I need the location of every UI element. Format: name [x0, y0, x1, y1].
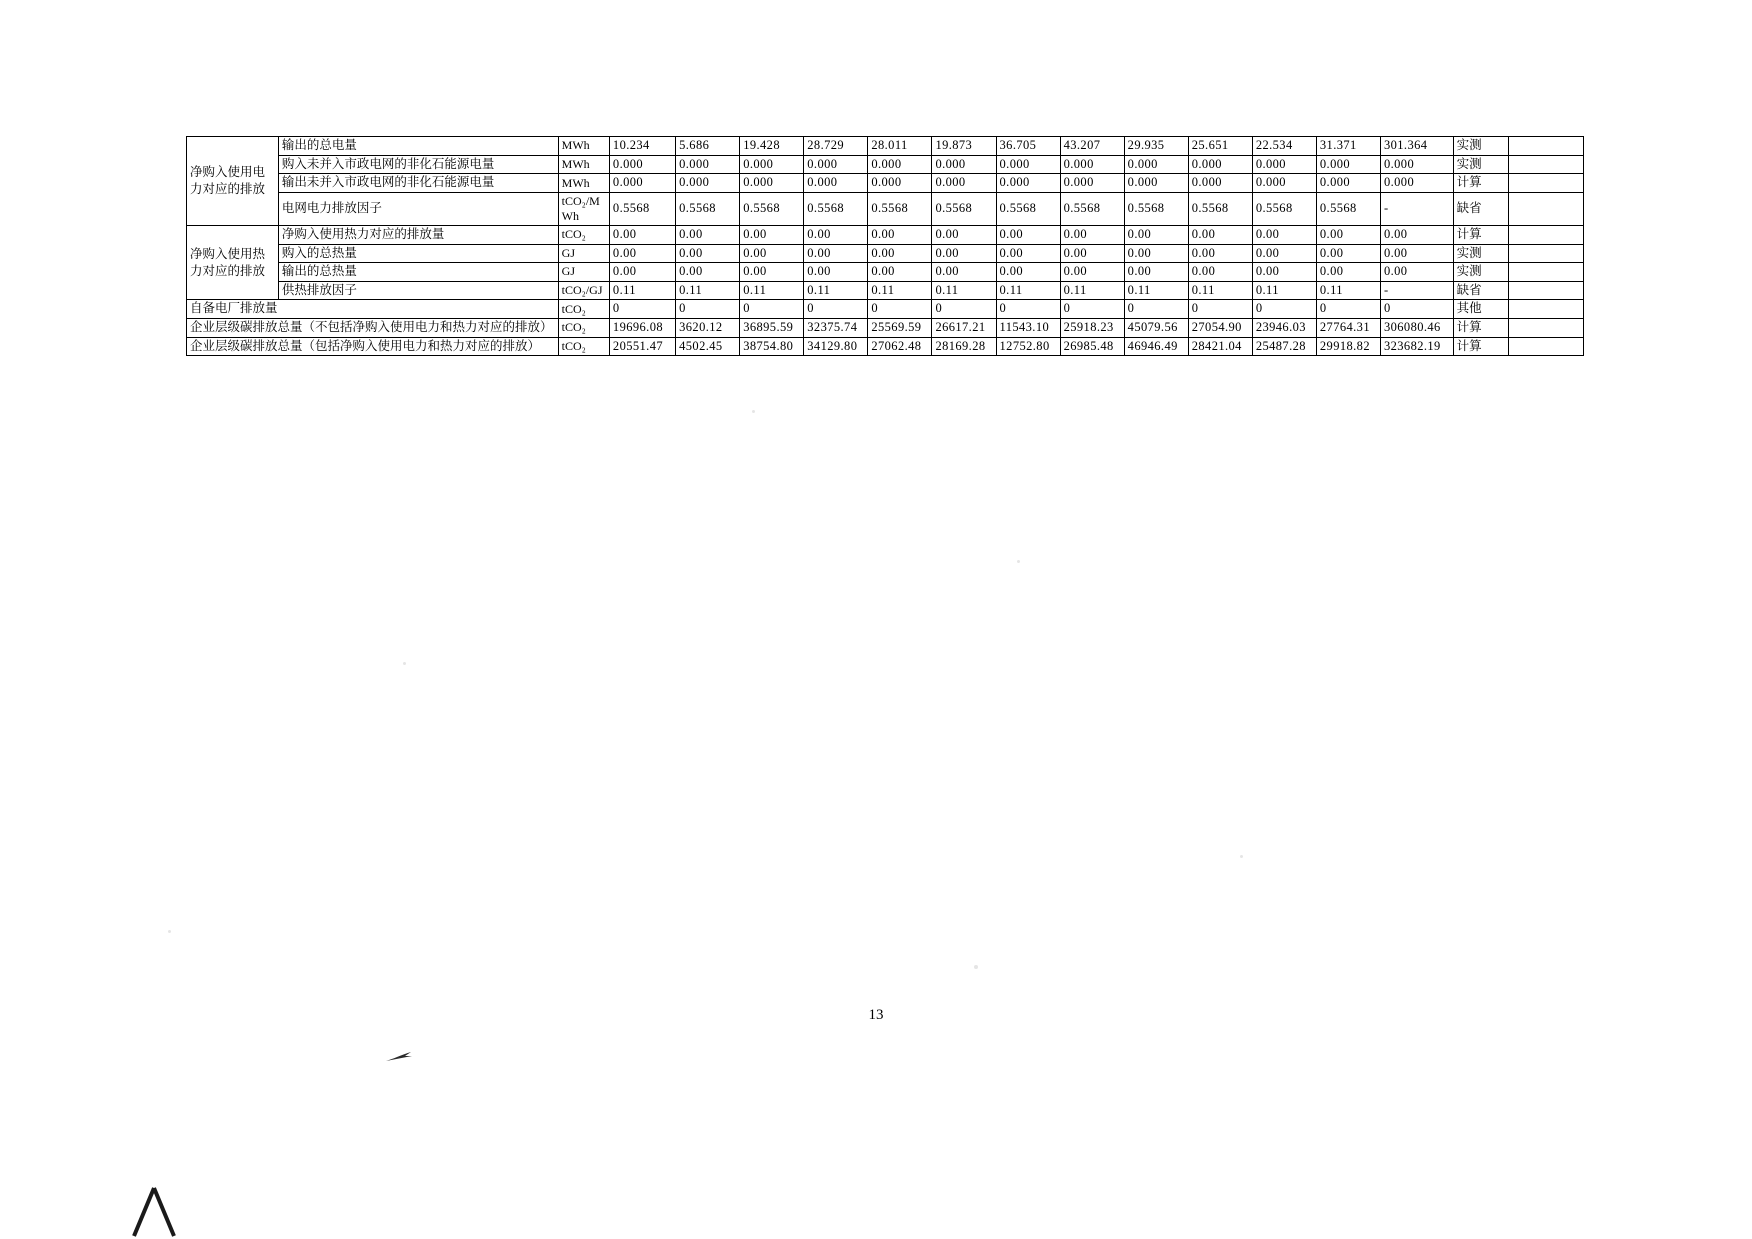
cell-value: 0.00: [609, 263, 675, 282]
row-note: [1509, 281, 1584, 300]
cell-value: 0.000: [804, 174, 868, 193]
cell-value: 0.000: [740, 155, 804, 174]
cell-value: 27054.90: [1188, 319, 1252, 338]
cell-value: 0: [740, 300, 804, 319]
row-unit: tCO₂: [558, 319, 609, 338]
cell-value: 0.5568: [1252, 192, 1316, 225]
cell-value: 0.00: [1316, 225, 1380, 244]
cell-value: 0.5568: [1316, 192, 1380, 225]
row-label: 电网电力排放因子: [278, 192, 558, 225]
scan-speck: [168, 930, 171, 933]
row-label-total-including: 企业层级碳排放总量（包括净购入使用电力和热力对应的排放）: [187, 337, 559, 356]
cell-value: 0.000: [804, 155, 868, 174]
row-unit: tCO₂/MWh: [558, 192, 609, 225]
cell-value: 0: [996, 300, 1060, 319]
table-row: [187, 174, 1584, 193]
row-unit: GJ: [558, 244, 609, 263]
row-note: [1509, 300, 1584, 319]
row-note: [1509, 174, 1584, 193]
row-unit: MWh: [558, 137, 609, 156]
cell-value: 0.00: [804, 263, 868, 282]
cell-value: 0.00: [676, 225, 740, 244]
cell-value: 0.000: [996, 155, 1060, 174]
cell-value: 28421.04: [1188, 337, 1252, 356]
row-unit: tCO₂: [558, 300, 609, 319]
cell-value: 0: [932, 300, 996, 319]
scan-speck: [403, 662, 406, 665]
cell-value-total: 0.000: [1380, 174, 1453, 193]
cell-value: 0.11: [676, 281, 740, 300]
cell-value: 5.686: [676, 137, 740, 156]
cell-value: 0.00: [868, 263, 932, 282]
cell-value-total: 301.364: [1380, 137, 1453, 156]
cell-value: 0.000: [676, 155, 740, 174]
cell-value: 0.00: [996, 244, 1060, 263]
cell-value: 0.000: [932, 155, 996, 174]
cell-value: 19.428: [740, 137, 804, 156]
cell-value: 0: [1316, 300, 1380, 319]
cell-value-total: 0.00: [1380, 225, 1453, 244]
cell-value: 36895.59: [740, 319, 804, 338]
cell-value: 26617.21: [932, 319, 996, 338]
row-note: [1509, 319, 1584, 338]
row-method: 计算: [1453, 174, 1509, 193]
table-row: [187, 300, 1584, 319]
cell-value: 0: [804, 300, 868, 319]
row-label: 输出的总热量: [278, 263, 558, 282]
cell-value: 0.00: [1252, 263, 1316, 282]
cell-value: 10.234: [609, 137, 675, 156]
row-group-header-heat: 净购入使用热力对应的排放: [187, 225, 279, 300]
cell-value: 31.371: [1316, 137, 1380, 156]
scan-speck: [1017, 560, 1020, 563]
cell-value: 0.00: [932, 244, 996, 263]
row-unit: tCO₂/GJ: [558, 281, 609, 300]
cell-value: 28.729: [804, 137, 868, 156]
cell-value: 0.00: [740, 244, 804, 263]
cell-value: 23946.03: [1252, 319, 1316, 338]
cell-value: 25569.59: [868, 319, 932, 338]
cell-value: 0.5568: [1060, 192, 1124, 225]
cell-value: 0.11: [804, 281, 868, 300]
cell-value: 0.00: [868, 244, 932, 263]
row-label-captive-power: 自备电厂排放量: [187, 300, 559, 319]
cell-value-total: 323682.19: [1380, 337, 1453, 356]
cell-value: 46946.49: [1124, 337, 1188, 356]
cell-value: 0.000: [1188, 155, 1252, 174]
cell-value: 0.00: [609, 244, 675, 263]
cell-value: 0.000: [1060, 174, 1124, 193]
cell-value: 22.534: [1252, 137, 1316, 156]
page-number: 13: [868, 1007, 884, 1023]
row-note: [1509, 225, 1584, 244]
cell-value: 0.5568: [996, 192, 1060, 225]
cell-value: 0.11: [996, 281, 1060, 300]
cell-value: 0.00: [1124, 225, 1188, 244]
cell-value: 0.000: [868, 174, 932, 193]
row-note: [1509, 244, 1584, 263]
cell-value: 0.00: [932, 263, 996, 282]
cell-value: 0.000: [740, 174, 804, 193]
cell-value-total: -: [1380, 192, 1453, 225]
row-label: 购入的总热量: [278, 244, 558, 263]
row-note: [1509, 263, 1584, 282]
row-note: [1509, 155, 1584, 174]
cell-value: 0.00: [1252, 244, 1316, 263]
cell-value: 0.00: [804, 225, 868, 244]
row-label: 供热排放因子: [278, 281, 558, 300]
cell-value: 0: [1252, 300, 1316, 319]
row-group-header-electricity: 净购入使用电力对应的排放: [187, 137, 279, 226]
cell-value: 0.11: [1188, 281, 1252, 300]
cell-value: 0.5568: [676, 192, 740, 225]
row-method: 其他: [1453, 300, 1509, 319]
cell-value: 25487.28: [1252, 337, 1316, 356]
cell-value: 43.207: [1060, 137, 1124, 156]
row-method: 实测: [1453, 137, 1509, 156]
cell-value: 27062.48: [868, 337, 932, 356]
scan-speck: [752, 410, 755, 413]
cell-value: 0.000: [1060, 155, 1124, 174]
cell-value: 0: [868, 300, 932, 319]
cell-value: 0.00: [1252, 225, 1316, 244]
cell-value: 0.00: [868, 225, 932, 244]
cell-value: 0.000: [868, 155, 932, 174]
cell-value: 19696.08: [609, 319, 675, 338]
cell-value: 0.00: [1060, 244, 1124, 263]
cell-value: 0.000: [996, 174, 1060, 193]
cell-value-total: 0.000: [1380, 155, 1453, 174]
cell-value-total: 0.00: [1380, 263, 1453, 282]
cell-value: 12752.80: [996, 337, 1060, 356]
cell-value: 0: [1124, 300, 1188, 319]
row-method: 实测: [1453, 155, 1509, 174]
cell-value: 0.11: [609, 281, 675, 300]
scan-artifact-arrow: [385, 1050, 415, 1064]
scan-artifact-corner: [130, 1182, 178, 1238]
cell-value: 0.5568: [1188, 192, 1252, 225]
cell-value: 0.000: [1316, 174, 1380, 193]
row-method: 缺省: [1453, 281, 1509, 300]
row-method: 实测: [1453, 244, 1509, 263]
cell-value: 0.00: [740, 263, 804, 282]
row-label: 净购入使用热力对应的排放量: [278, 225, 558, 244]
cell-value: 11543.10: [996, 319, 1060, 338]
cell-value: 0.00: [1188, 263, 1252, 282]
cell-value: 0.000: [1252, 174, 1316, 193]
cell-value: 0.11: [1060, 281, 1124, 300]
row-unit: MWh: [558, 155, 609, 174]
cell-value: 0.000: [676, 174, 740, 193]
cell-value: 28169.28: [932, 337, 996, 356]
cell-value: 32375.74: [804, 319, 868, 338]
cell-value: 3620.12: [676, 319, 740, 338]
cell-value: 0.000: [1188, 174, 1252, 193]
table-row: [187, 225, 1584, 244]
cell-value: 0.000: [1124, 174, 1188, 193]
cell-value: 25.651: [1188, 137, 1252, 156]
cell-value: 25918.23: [1060, 319, 1124, 338]
cell-value: 0.000: [1124, 155, 1188, 174]
table-row: [187, 337, 1584, 356]
cell-value: 0.00: [1060, 225, 1124, 244]
cell-value: 0.11: [1316, 281, 1380, 300]
scan-speck: [974, 965, 978, 969]
cell-value: 0.000: [932, 174, 996, 193]
row-unit: MWh: [558, 174, 609, 193]
cell-value: 0: [1060, 300, 1124, 319]
cell-value: 0.00: [804, 244, 868, 263]
cell-value: 0.00: [1188, 244, 1252, 263]
cell-value: 0.00: [1124, 244, 1188, 263]
cell-value: 0.000: [609, 155, 675, 174]
table-row: [187, 137, 1584, 156]
cell-value: 20551.47: [609, 337, 675, 356]
row-note: [1509, 137, 1584, 156]
cell-value: 0.5568: [868, 192, 932, 225]
cell-value: 29.935: [1124, 137, 1188, 156]
cell-value-total: 0: [1380, 300, 1453, 319]
emissions-data-table: [186, 136, 1584, 356]
row-label: 购入未并入市政电网的非化石能源电量: [278, 155, 558, 174]
cell-value: 0.00: [1124, 263, 1188, 282]
cell-value: 0.00: [676, 263, 740, 282]
row-unit: GJ: [558, 263, 609, 282]
cell-value-total: 0.00: [1380, 244, 1453, 263]
cell-value: 45079.56: [1124, 319, 1188, 338]
cell-value: 27764.31: [1316, 319, 1380, 338]
cell-value: 4502.45: [676, 337, 740, 356]
cell-value: 0.11: [740, 281, 804, 300]
row-method: 缺省: [1453, 192, 1509, 225]
row-method: 实测: [1453, 263, 1509, 282]
cell-value: 19.873: [932, 137, 996, 156]
cell-value: 36.705: [996, 137, 1060, 156]
cell-value-total: -: [1380, 281, 1453, 300]
cell-value: 0.00: [996, 225, 1060, 244]
cell-value: 0.00: [1316, 263, 1380, 282]
cell-value: 0.5568: [932, 192, 996, 225]
row-method: 计算: [1453, 225, 1509, 244]
cell-value: 0.5568: [804, 192, 868, 225]
cell-value-total: 306080.46: [1380, 319, 1453, 338]
row-method: 计算: [1453, 337, 1509, 356]
cell-value: 0.11: [868, 281, 932, 300]
cell-value: 0.5568: [740, 192, 804, 225]
row-unit: tCO₂: [558, 225, 609, 244]
cell-value: 0.00: [1316, 244, 1380, 263]
row-label: 输出未并入市政电网的非化石能源电量: [278, 174, 558, 193]
cell-value: 38754.80: [740, 337, 804, 356]
table-row: [187, 319, 1584, 338]
table-row: [187, 281, 1584, 300]
row-note: [1509, 337, 1584, 356]
cell-value: 0.000: [1252, 155, 1316, 174]
cell-value: 0.00: [996, 263, 1060, 282]
scan-speck: [1240, 855, 1243, 858]
cell-value: 0.5568: [1124, 192, 1188, 225]
cell-value: 0: [1188, 300, 1252, 319]
cell-value: 26985.48: [1060, 337, 1124, 356]
cell-value: 0.00: [609, 225, 675, 244]
cell-value: 0.000: [609, 174, 675, 193]
cell-value: 34129.80: [804, 337, 868, 356]
cell-value: 0.11: [932, 281, 996, 300]
cell-value: 0.11: [1124, 281, 1188, 300]
cell-value: 0.00: [1060, 263, 1124, 282]
cell-value: 0.00: [740, 225, 804, 244]
table-row: [187, 263, 1584, 282]
cell-value: 0: [609, 300, 675, 319]
table-row: [187, 244, 1584, 263]
table-row: [187, 192, 1584, 225]
cell-value: 0.000: [1316, 155, 1380, 174]
cell-value: 0.00: [932, 225, 996, 244]
row-label: 输出的总电量: [278, 137, 558, 156]
cell-value: 0.5568: [609, 192, 675, 225]
row-label-total-excluding: 企业层级碳排放总量（不包括净购入使用电力和热力对应的排放）: [187, 319, 559, 338]
cell-value: 28.011: [868, 137, 932, 156]
table-row: [187, 155, 1584, 174]
cell-value: 0.11: [1252, 281, 1316, 300]
row-method: 计算: [1453, 319, 1509, 338]
row-note: [1509, 192, 1584, 225]
cell-value: 0: [676, 300, 740, 319]
cell-value: 0.00: [1188, 225, 1252, 244]
cell-value: 0.00: [676, 244, 740, 263]
cell-value: 29918.82: [1316, 337, 1380, 356]
row-unit: tCO₂: [558, 337, 609, 356]
